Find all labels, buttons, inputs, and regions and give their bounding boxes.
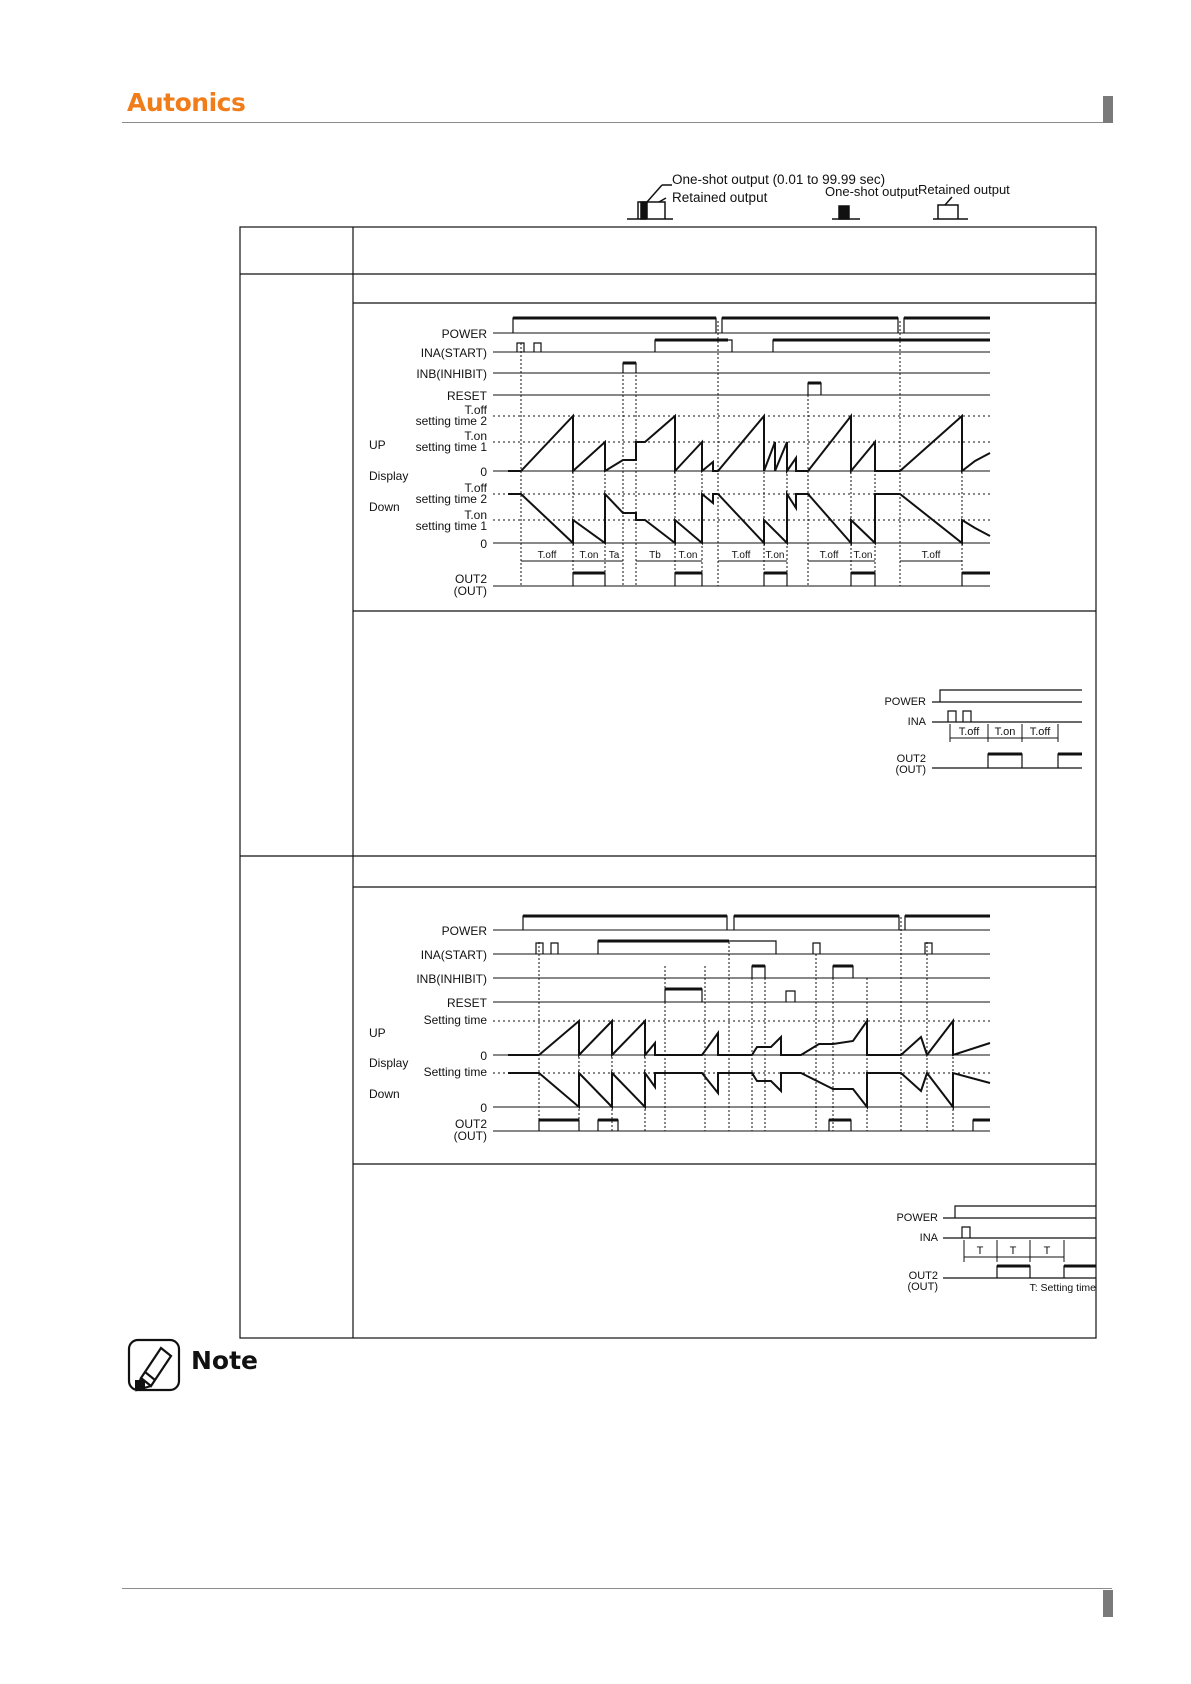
timing-chart-2-guides (539, 917, 953, 1131)
small2-interval-label: T (976, 1245, 984, 1257)
timing-chart-2-power-wave (523, 916, 990, 930)
small2-out2-label: OUT2 (908, 1270, 938, 1282)
timing-chart-1-ina-wave (517, 340, 990, 352)
label-reset: RESET (446, 389, 487, 403)
autonics-logo: Autonics (127, 88, 246, 117)
timing-chart-1-setting-levels (493, 416, 990, 520)
label-setting-time-2-up: setting time 2 (415, 414, 487, 428)
label-inb-2: INB(INHIBIT) (416, 972, 487, 986)
label-power: POWER (441, 327, 487, 341)
interval-label: T.off (921, 550, 941, 561)
label-reset-2: RESET (446, 996, 487, 1010)
interval-label: T.on (765, 550, 785, 561)
label-setting-time-1-down: setting time 1 (415, 519, 487, 533)
label-ton-down: T.on (464, 508, 487, 522)
timing-chart-2-small (880, 1194, 1096, 1294)
label-down: Down (369, 500, 400, 514)
small2-interval-label: T (1043, 1245, 1051, 1257)
header-divider (122, 122, 1112, 123)
small1-ina-label: INA (907, 716, 926, 728)
small1-power-label: POWER (884, 696, 926, 708)
label-out2-2: OUT2 (454, 1117, 487, 1131)
legend-oneshot-symbol-label: One-shot output (825, 184, 919, 199)
retained-output-symbol (933, 197, 968, 219)
legend-retained-symbol-label: Retained output (918, 182, 1010, 197)
label-zero-down: 0 (480, 537, 487, 551)
label-ina-2: INA(START) (420, 948, 487, 962)
timing-chart-1-guides (521, 321, 962, 586)
interval-label: Tb (649, 550, 661, 561)
interval-label: T.off (819, 550, 839, 561)
label-down-2: Down (369, 1087, 400, 1101)
footer-divider (122, 1588, 1112, 1589)
label-out-2: (OUT) (453, 1129, 487, 1143)
interval-label: T.on (579, 550, 599, 561)
interval-label: T.off (537, 550, 557, 561)
timing-chart-2-out-wave (539, 1120, 990, 1131)
legend-retained: Retained output (672, 190, 768, 205)
small2-out-label: (OUT) (907, 1281, 938, 1293)
note-label: Note (191, 1346, 259, 1375)
timing-chart-2-ina-wave (536, 941, 932, 954)
label-toff-down: T.off (464, 481, 487, 495)
label-setting-time-up: Setting time (423, 1013, 487, 1027)
timing-chart-1-up-display (508, 416, 990, 471)
small2-power-label: POWER (896, 1212, 938, 1224)
interval-label: T.on (853, 550, 873, 561)
label-setting-time-2-down: setting time 2 (415, 492, 487, 506)
timing-chart-1-inb-wave (623, 363, 636, 373)
timing-chart-1 (353, 303, 1096, 611)
small2-interval-label: T (1009, 1245, 1017, 1257)
label-zero-up: 0 (480, 465, 487, 479)
small1-interval-label: T.on (994, 726, 1016, 738)
interval-label: T.on (678, 550, 698, 561)
small2-footnote: T: Setting time (1029, 1282, 1096, 1294)
label-up-2: UP (369, 1026, 386, 1040)
timing-chart-1-down-display (508, 494, 990, 543)
label-zero-down-2: 0 (480, 1101, 487, 1115)
label-setting-time-1-up: setting time 1 (415, 440, 487, 454)
legend-oneshot-range: One-shot output (0.01 to 99.99 sec) (672, 172, 886, 187)
interval-label: Ta (608, 550, 620, 561)
small1-out2-label: OUT2 (896, 753, 926, 765)
label-ina: INA(START) (420, 346, 487, 360)
timing-chart-2-inb-wave (752, 966, 853, 978)
label-up: UP (369, 438, 386, 452)
header-page-tab (1103, 96, 1113, 123)
label-ton-up: T.on (464, 429, 487, 443)
label-display: Display (369, 469, 409, 483)
label-inb: INB(INHIBIT) (416, 367, 487, 381)
small1-interval-label: T.off (1029, 726, 1051, 738)
timing-chart-1-power-wave (513, 318, 990, 333)
label-zero-up-2: 0 (480, 1049, 487, 1063)
oneshot-output-symbol (832, 206, 860, 219)
timing-chart-1-reset-wave (808, 383, 821, 395)
label-display-2: Display (369, 1056, 409, 1070)
timing-chart-2-reset-wave (665, 989, 795, 1002)
small1-out-label: (OUT) (895, 764, 926, 776)
label-power-2: POWER (441, 924, 487, 938)
combined-output-symbol (627, 185, 673, 219)
interval-label: T.off (731, 550, 751, 561)
label-out2: OUT2 (454, 572, 487, 586)
footer-page-tab (1103, 1590, 1113, 1617)
timing-chart-1-baselines (493, 333, 990, 586)
label-out: (OUT) (453, 584, 487, 598)
output-type-legend (600, 164, 1100, 230)
timing-chart-1-small (870, 680, 1096, 780)
timing-chart-2 (353, 887, 1096, 1164)
small1-interval-label: T.off (958, 726, 980, 738)
label-setting-time-down: Setting time (423, 1065, 487, 1079)
timing-chart-2-up-display (508, 1021, 990, 1055)
timing-chart-2-setting-levels (493, 1021, 990, 1073)
small2-ina-label: INA (919, 1232, 938, 1244)
timing-chart-2-down-display (508, 1073, 990, 1107)
label-toff-up: T.off (464, 403, 487, 417)
